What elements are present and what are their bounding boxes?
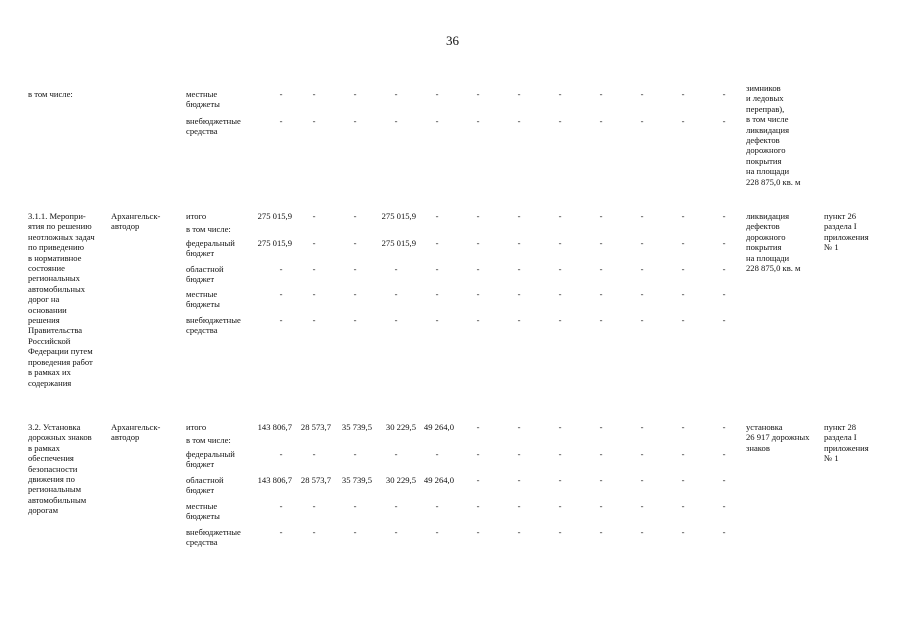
dash-cell: -	[435, 89, 439, 99]
dash-cell: -	[558, 238, 562, 248]
source-label: федеральный бюджет	[186, 238, 235, 259]
dash-cell: -	[394, 527, 398, 537]
dash-cell: -	[476, 89, 480, 99]
dash-cell: -	[435, 116, 439, 126]
dash-cell: -	[435, 289, 439, 299]
dash-cell: -	[353, 264, 357, 274]
source-label: внебюджетные средства	[186, 116, 241, 137]
source-label: итого	[186, 422, 207, 432]
block2-reference: пункт 28 раздела I приложения № 1	[824, 422, 869, 464]
dash-cell: -	[599, 315, 603, 325]
dash-cell: -	[722, 527, 726, 537]
source-label: областной бюджет	[186, 475, 224, 496]
dash-cell: -	[353, 289, 357, 299]
dash-cell: -	[476, 527, 480, 537]
dash-cell: -	[640, 264, 644, 274]
dash-cell: -	[517, 289, 521, 299]
dash-cell: -	[476, 264, 480, 274]
source-label: местные бюджеты	[186, 89, 220, 110]
dash-cell: -	[681, 315, 685, 325]
dash-cell: -	[599, 527, 603, 537]
dash-cell: -	[722, 422, 726, 432]
dash-cell: -	[599, 116, 603, 126]
dash-cell: -	[476, 475, 480, 485]
block1-reference: пункт 26 раздела I приложения № 1	[824, 211, 869, 253]
source-label: областной бюджет	[186, 264, 224, 285]
amount-cell: 28 573,7	[300, 422, 331, 432]
block1-result: ликвидация дефектов дорожного покрытия на площади 228 875,0 кв. м	[746, 211, 801, 274]
dash-cell: -	[435, 238, 439, 248]
amount-cell: 35 739,5	[341, 422, 372, 432]
dash-cell: -	[394, 89, 398, 99]
dash-cell: -	[681, 475, 685, 485]
dash-cell: -	[558, 475, 562, 485]
dash-cell: -	[279, 501, 283, 511]
dash-cell: -	[722, 289, 726, 299]
dash-cell: -	[517, 211, 521, 221]
dash-cell: -	[435, 315, 439, 325]
dash-cell: -	[640, 289, 644, 299]
amount-cell: 275 015,9	[257, 211, 292, 221]
block1-name: 3.1.1. Меропри- ятия по решению неотложных задач по приведению в нормативное состояние региональных автомобильных дорог на основании решения Правительства Российской Федерации путем проведения работ в рамках их содержания	[28, 211, 95, 388]
dash-cell: -	[279, 89, 283, 99]
source-label: итого	[186, 211, 207, 221]
dash-cell: -	[681, 449, 685, 459]
dash-cell: -	[517, 264, 521, 274]
dash-cell: -	[722, 89, 726, 99]
dash-cell: -	[681, 238, 685, 248]
dash-cell: -	[599, 238, 603, 248]
amount-cell: 275 015,9	[381, 211, 416, 221]
dash-cell: -	[353, 238, 357, 248]
amount-cell: 35 739,5	[341, 475, 372, 485]
dash-cell: -	[279, 449, 283, 459]
dash-cell: -	[394, 116, 398, 126]
dash-cell: -	[517, 238, 521, 248]
dash-cell: -	[722, 116, 726, 126]
amount-cell: 143 806,7	[257, 422, 292, 432]
dash-cell: -	[640, 449, 644, 459]
dash-cell: -	[312, 264, 316, 274]
dash-cell: -	[640, 238, 644, 248]
dash-cell: -	[599, 211, 603, 221]
dash-cell: -	[640, 211, 644, 221]
dash-cell: -	[312, 238, 316, 248]
dash-cell: -	[722, 238, 726, 248]
dash-cell: -	[517, 315, 521, 325]
dash-cell: -	[640, 89, 644, 99]
dash-cell: -	[394, 315, 398, 325]
amount-cell: 275 015,9	[381, 238, 416, 248]
dash-cell: -	[394, 449, 398, 459]
block2-executor: Архангельск- автодор	[111, 422, 161, 443]
dash-cell: -	[279, 315, 283, 325]
dash-cell: -	[558, 422, 562, 432]
amount-cell: 28 573,7	[300, 475, 331, 485]
dash-cell: -	[476, 211, 480, 221]
dash-cell: -	[435, 501, 439, 511]
dash-cell: -	[640, 315, 644, 325]
amount-cell: 143 806,7	[257, 475, 292, 485]
dash-cell: -	[476, 238, 480, 248]
amount-cell: 30 229,5	[385, 475, 416, 485]
dash-cell: -	[599, 289, 603, 299]
source-label: федеральный бюджет	[186, 449, 235, 470]
dash-cell: -	[558, 116, 562, 126]
dash-cell: -	[517, 89, 521, 99]
dash-cell: -	[640, 475, 644, 485]
source-label: местные бюджеты	[186, 501, 220, 522]
dash-cell: -	[517, 475, 521, 485]
source-label: местные бюджеты	[186, 289, 220, 310]
dash-cell: -	[599, 475, 603, 485]
source-label: внебюджетные средства	[186, 315, 241, 336]
dash-cell: -	[517, 422, 521, 432]
dash-cell: -	[435, 527, 439, 537]
dash-cell: -	[353, 116, 357, 126]
dash-cell: -	[722, 264, 726, 274]
dash-cell: -	[476, 315, 480, 325]
dash-cell: -	[681, 264, 685, 274]
block0-result: зимников и ледовых переправ), в том числе ликвидация дефектов дорожного покрытия на площади 228 875,0 кв. м	[746, 83, 801, 187]
dash-cell: -	[681, 211, 685, 221]
source-label: в том числе:	[186, 224, 231, 234]
dash-cell: -	[722, 475, 726, 485]
amount-cell: 30 229,5	[385, 422, 416, 432]
amount-cell: 49 264,0	[423, 422, 454, 432]
dash-cell: -	[599, 422, 603, 432]
dash-cell: -	[394, 501, 398, 511]
amount-cell: 275 015,9	[257, 238, 292, 248]
dash-cell: -	[353, 501, 357, 511]
dash-cell: -	[599, 501, 603, 511]
dash-cell: -	[722, 449, 726, 459]
dash-cell: -	[476, 422, 480, 432]
dash-cell: -	[353, 211, 357, 221]
dash-cell: -	[517, 116, 521, 126]
block2-result: установка 26 917 дорожных знаков	[746, 422, 810, 453]
dash-cell: -	[599, 264, 603, 274]
dash-cell: -	[279, 116, 283, 126]
dash-cell: -	[722, 501, 726, 511]
source-label: внебюджетные средства	[186, 527, 241, 548]
dash-cell: -	[640, 422, 644, 432]
dash-cell: -	[681, 527, 685, 537]
dash-cell: -	[476, 289, 480, 299]
dash-cell: -	[312, 315, 316, 325]
dash-cell: -	[558, 527, 562, 537]
dash-cell: -	[435, 211, 439, 221]
dash-cell: -	[681, 89, 685, 99]
dash-cell: -	[558, 89, 562, 99]
dash-cell: -	[279, 289, 283, 299]
dash-cell: -	[312, 501, 316, 511]
page-number: 36	[446, 33, 459, 48]
dash-cell: -	[435, 264, 439, 274]
dash-cell: -	[681, 422, 685, 432]
dash-cell: -	[558, 289, 562, 299]
dash-cell: -	[394, 264, 398, 274]
block1-executor: Архангельск- автодор	[111, 211, 161, 232]
dash-cell: -	[517, 527, 521, 537]
dash-cell: -	[722, 315, 726, 325]
dash-cell: -	[435, 449, 439, 459]
dash-cell: -	[558, 449, 562, 459]
dash-cell: -	[558, 315, 562, 325]
dash-cell: -	[312, 89, 316, 99]
dash-cell: -	[681, 116, 685, 126]
dash-cell: -	[353, 89, 357, 99]
dash-cell: -	[312, 211, 316, 221]
dash-cell: -	[599, 89, 603, 99]
dash-cell: -	[476, 501, 480, 511]
dash-cell: -	[558, 501, 562, 511]
dash-cell: -	[394, 289, 398, 299]
dash-cell: -	[312, 289, 316, 299]
source-label: в том числе:	[186, 435, 231, 445]
dash-cell: -	[640, 527, 644, 537]
dash-cell: -	[640, 116, 644, 126]
dash-cell: -	[312, 527, 316, 537]
amount-cell: 49 264,0	[423, 475, 454, 485]
dash-cell: -	[558, 211, 562, 221]
dash-cell: -	[681, 289, 685, 299]
dash-cell: -	[312, 449, 316, 459]
block0-subheading: в том числе:	[28, 89, 73, 99]
dash-cell: -	[353, 315, 357, 325]
dash-cell: -	[312, 116, 316, 126]
dash-cell: -	[279, 527, 283, 537]
dash-cell: -	[640, 501, 644, 511]
dash-cell: -	[476, 449, 480, 459]
dash-cell: -	[681, 501, 685, 511]
dash-cell: -	[517, 449, 521, 459]
dash-cell: -	[558, 264, 562, 274]
block2-name: 3.2. Установка дорожных знаков в рамках обеспечения безопасности движения по региональным автомобильным дорогам	[28, 422, 92, 516]
dash-cell: -	[279, 264, 283, 274]
dash-cell: -	[353, 527, 357, 537]
dash-cell: -	[517, 501, 521, 511]
dash-cell: -	[353, 449, 357, 459]
dash-cell: -	[722, 211, 726, 221]
dash-cell: -	[599, 449, 603, 459]
dash-cell: -	[476, 116, 480, 126]
